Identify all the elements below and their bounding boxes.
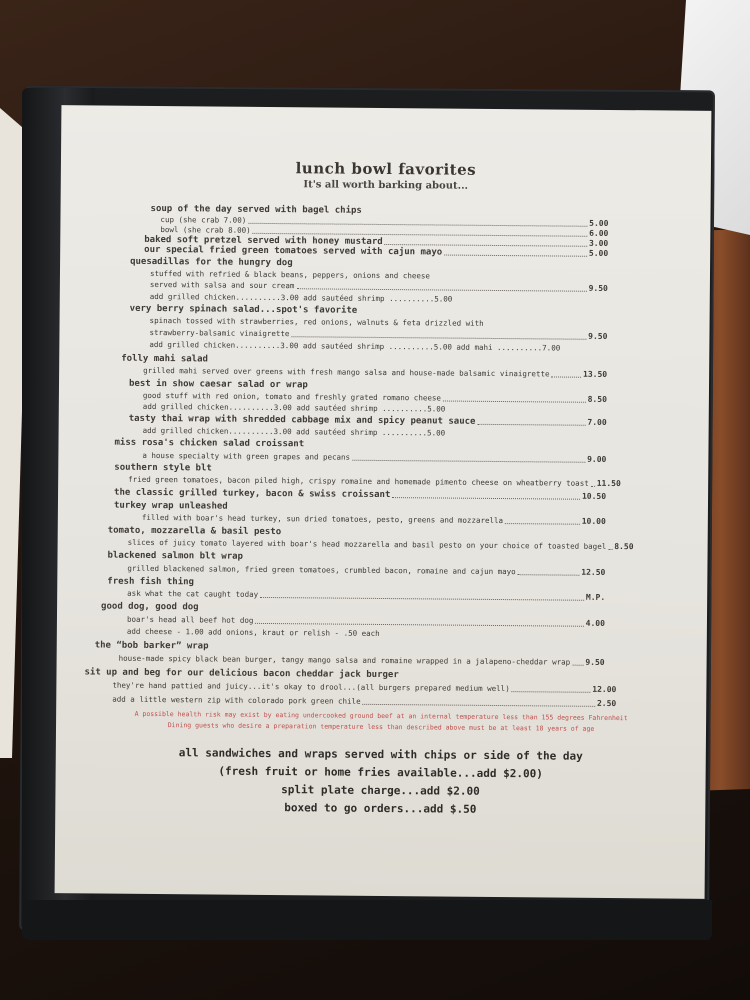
leader-dots [444,255,587,257]
leader-dots [572,665,583,666]
menu-item-name [84,667,616,682]
menu-item-text: add a little western zip with colorado pork green chile [112,694,361,706]
footer-line: split plate charge...add $2.00 [281,783,480,798]
leader-dots [291,336,586,340]
menu-item-line [128,474,621,489]
leader-dots [363,704,595,707]
menu-item-text: fried green tomatoes, bacon piled high, crispy romaine and homemade pimento cheese on wheatberry toast [128,474,589,488]
footer-line: boxed to go orders...add $.50 [284,801,477,816]
menu-item-text: filled with boar's head turkey, sun dried tomatoes, pesto, greens and mozzarella [141,512,504,526]
menu-item-text: folly mahi salad [121,353,208,365]
menu-item-text: tasty thai wrap with shredded cabbage mix and spicy peanut sauce [128,413,476,427]
menu-item-text: blackened salmon blt wrap [107,550,244,562]
menu-item-text: fresh fish thing [107,576,195,588]
menu-page [55,105,712,899]
menu-item-line [143,366,607,380]
menu-item-text: good dog, good dog [101,601,199,613]
leader-dots [608,549,612,550]
menu-item-text: miss rosa's chicken salad croissant [114,437,305,450]
health-warning-line: Dining guests who desire a preparation temperature less than described above must be at least 18 years of age [167,721,595,733]
menu-item-price: 11.50 [596,478,621,489]
leader-dots [255,623,583,627]
leader-dots [505,523,580,525]
menu-item-text: best in show caesar salad or wrap [128,378,308,391]
menu-item-text: slices of juicy tomato layered with boar's head mozzarella and basil pesto on your choice of toasted bagel [127,537,607,551]
menu-item-line [127,564,605,578]
menu-item-text: the classic grilled turkey, bacon & swiss croissant [114,487,391,501]
menu-item-text: good stuff with red onion, tomato and freshly grated romano cheese [142,390,441,403]
menu-item-text: baked soft pretzel served with honey mustard [144,234,383,247]
leader-dots [352,460,585,463]
menu-item-text: strawberry-balsamic vinaigrette [149,327,290,339]
leader-dots [551,376,581,377]
menu-item-price: 5.00 [589,218,609,228]
menu-item-text: served with salsa and sour cream [149,279,295,291]
menu-item-line [127,627,605,641]
menu-item-line [142,513,606,527]
menu-item-line [149,340,607,354]
menu-item-text: add cheese - 1.00 add onions, kraut or relish - .50 each [126,626,380,638]
menu-item-text: spinach tossed with strawberries, red onions, walnuts & feta drizzled with [149,315,484,328]
menu-item-price: 12.00 [592,684,617,695]
menu-item-name [114,488,606,502]
menu-item-line [127,537,634,552]
menu-item-text: very berry spinach salad...spot's favorite [129,303,358,316]
menu-item-text: our special fried green tomatoes served with cajun mayo [144,244,443,258]
footer-line: all sandwiches and wraps served with chips or side of the day [178,746,583,763]
menu-item-name [101,602,605,616]
leader-dots [591,486,595,487]
menu-item-text: grilled blackened salmon, fried green tomatoes, crumbled bacon, romaine and cajun mayo [127,563,516,577]
menu-item-text: ask what the cat caught today [127,588,259,599]
menu-item-text: soup of the day served with bagel chips [150,203,362,216]
menu-item-price: M.P. [585,592,606,602]
menu-item-name [114,438,606,452]
menu-item-price: 9.50 [585,657,605,667]
menu-item-line [112,681,616,695]
menu-item-text: add grilled chicken..........3.00 add sautéed shrimp ..........5.00 [149,291,453,304]
binder-bottom-edge [22,900,712,940]
leader-dots [477,424,585,426]
menu-item-name [107,551,605,565]
menu-item-price: 12.50 [581,567,606,577]
menu-item-text: turkey wrap unleashed [113,500,228,512]
menu-item-text: add grilled chicken..........3.00 add sautéed shrimp ..........5.00 [142,425,446,438]
menu-item-text: cup (she crab 7.00) [160,215,247,225]
menu-item-price: 9.00 [587,454,607,464]
menu-item-line [112,695,616,709]
menu-item-price: 10.50 [581,491,607,501]
menu-title: lunch bowl favorites [295,159,477,179]
leader-dots [518,574,580,576]
menu-item-price: 9.50 [588,283,608,293]
leader-dots [512,691,591,693]
menu-item-price: 6.00 [589,228,609,238]
leader-dots [296,288,586,292]
menu-item-price: 8.50 [587,394,607,404]
menu-item-text: the “bob barker” wrap [94,640,209,652]
menu-item-price: 10.00 [581,516,606,526]
menu-item-price: 3.00 [588,238,609,248]
menu-item-text: southern style blt [114,462,212,474]
menu-item-text: add grilled chicken..........3.00 add sautéed shrimp ..........5.00 add mahi ..........7.00 [149,339,561,353]
menu-item-text: boar's head all beef hot dog [126,614,254,625]
menu-subtitle: It's all worth barking about... [303,179,469,192]
menu-item-name [95,640,605,654]
menu-item-price: 9.50 [588,331,608,341]
menu-item-text: sit up and beg for our delicious bacon cheddar jack burger [84,667,399,681]
menu-item-text: quesadillas for the hungry dog [130,256,293,269]
menu-item-line [127,589,605,603]
menu-item-text: add grilled chicken..........3.00 add sautéed shrimp ..........5.00 [142,401,446,414]
menu-item-price: 7.00 [587,417,607,427]
menu-item-price: 2.50 [596,698,617,709]
menu-item-price: 5.00 [588,248,609,258]
menu-item-price: 8.50 [614,542,634,552]
leader-dots [443,401,586,403]
menu-item-text: bowl (she crab 8.00) [160,225,251,235]
menu-item-text: a house specialty with green grapes and pecans [142,450,351,462]
menu-item-text: they're hand pattied and juicy...it's okay to drool...(all burgers prepared medium well) [112,680,510,694]
menu-item-text: grilled mahi served over greens with fresh mango salsa and house-made balsamic vinaigrette [143,365,550,379]
menu-item-line [119,654,605,668]
menu-item-text: tomato, mozzarella & basil pesto [107,525,282,538]
leader-dots [260,597,584,601]
menu-item-price: 4.00 [585,618,605,628]
footer-line: (fresh fruit or home fries available...add $2.00) [218,764,543,781]
menu-item-text: house-made spicy black bean burger, tangy mango salsa and romaine wrapped in a jalapeno-cheddar wrap [118,653,571,667]
menu-item-price: 13.50 [582,369,608,379]
health-warning-line: A possible health risk may exist by eating undercooked ground beef at an internal temperature less than 155 degrees Fahrenheit [134,709,628,723]
menu-item-text: stuffed with refried & black beans, peppers, onions and cheese [149,268,430,281]
leader-dots [392,497,580,500]
